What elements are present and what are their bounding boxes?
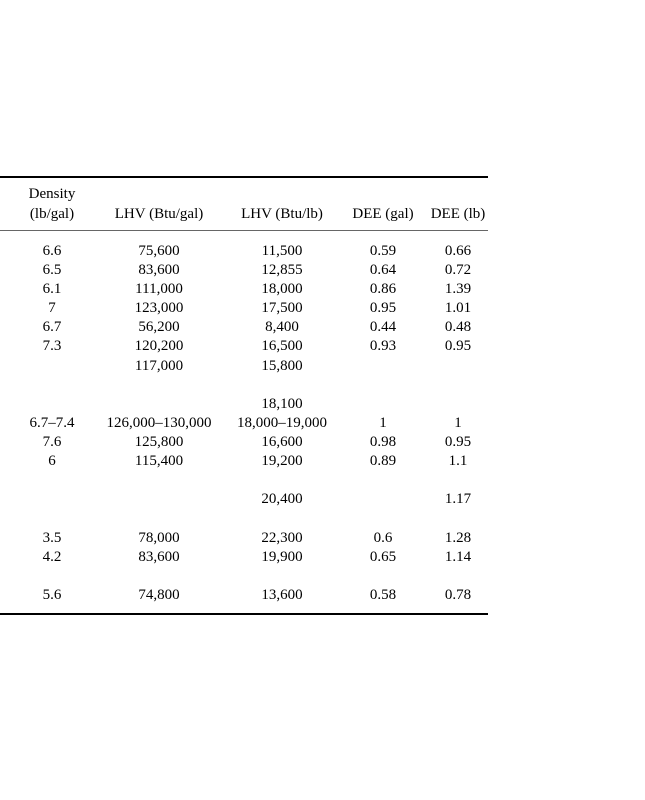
cell-dee-lb: 1.39	[444, 281, 472, 297]
cell-density: 6.7–7.4	[29, 415, 75, 431]
cell-density: 5.6	[42, 587, 62, 603]
cell-dee-lb: 0.48	[444, 319, 472, 335]
cell-lhv-lb: 12,855	[261, 262, 303, 278]
cell-lhv-lb: 11,500	[261, 243, 303, 259]
cell-dee-lb: 0.78	[444, 587, 472, 603]
cell-lhv-gal: 83,600	[138, 549, 180, 565]
cell-lhv-lb: 16,500	[261, 338, 303, 354]
cell-dee-gal: 0.89	[369, 453, 397, 469]
cell-density: 6.1	[42, 281, 62, 297]
cell-lhv-lb: 17,500	[261, 300, 303, 316]
cell-lhv-lb: 22,300	[261, 530, 303, 546]
cell-density: 7.3	[42, 338, 62, 354]
cell-dee-lb: 1.17	[444, 491, 472, 507]
cell-density: 6	[48, 453, 56, 469]
cell-dee-gal: 1	[379, 415, 387, 431]
cell-lhv-lb: 18,000	[261, 281, 303, 297]
cell-density: 6.7	[42, 319, 62, 335]
cell-dee-gal: 0.44	[369, 319, 397, 335]
cell-lhv-gal: 78,000	[138, 530, 180, 546]
cell-dee-lb: 1.14	[444, 549, 472, 565]
cell-density: 7.6	[42, 434, 62, 450]
header-lhv-gal: LHV (Btu/gal)	[114, 206, 204, 222]
header-density-line2: (lb/gal)	[29, 206, 75, 222]
cell-lhv-lb: 15,800	[261, 358, 303, 374]
cell-dee-lb: 0.95	[444, 434, 472, 450]
cell-lhv-lb: 19,200	[261, 453, 303, 469]
cell-dee-lb: 1.1	[448, 453, 468, 469]
cell-lhv-lb: 13,600	[261, 587, 303, 603]
cell-lhv-lb: 19,900	[261, 549, 303, 565]
cell-lhv-gal: 83,600	[138, 262, 180, 278]
cell-density: 4.2	[42, 549, 62, 565]
table-bottom-rule	[0, 613, 488, 615]
cell-lhv-gal: 126,000–130,000	[106, 415, 212, 431]
cell-lhv-gal: 75,600	[138, 243, 180, 259]
header-dee-lb: DEE (lb)	[430, 206, 486, 222]
cell-lhv-gal: 120,200	[134, 338, 184, 354]
cell-density: 7	[48, 300, 56, 316]
cell-lhv-gal: 115,400	[134, 453, 184, 469]
header-lhv-lb: LHV (Btu/lb)	[241, 206, 323, 222]
cell-lhv-gal: 125,800	[134, 434, 184, 450]
cell-dee-lb: 0.95	[444, 338, 472, 354]
cell-lhv-lb: 16,600	[261, 434, 303, 450]
cell-density: 6.5	[42, 262, 62, 278]
cell-dee-gal: 0.86	[369, 281, 397, 297]
cell-lhv-lb: 8,400	[265, 319, 299, 335]
cell-dee-gal: 0.59	[369, 243, 397, 259]
cell-lhv-gal: 117,000	[134, 358, 184, 374]
cell-lhv-lb: 18,000–19,000	[237, 415, 327, 431]
cell-dee-lb: 0.66	[444, 243, 472, 259]
cell-lhv-gal: 74,800	[138, 587, 180, 603]
cell-dee-lb: 0.72	[444, 262, 472, 278]
table-header-rule	[0, 230, 488, 231]
cell-dee-gal: 0.64	[369, 262, 397, 278]
header-density-line1: Density	[28, 186, 76, 202]
cell-dee-lb: 1.28	[444, 530, 472, 546]
cell-density: 3.5	[42, 530, 62, 546]
cell-lhv-gal: 111,000	[135, 281, 183, 297]
cell-lhv-gal: 56,200	[138, 319, 180, 335]
cell-dee-gal: 0.98	[369, 434, 397, 450]
cell-dee-gal: 0.6	[373, 530, 393, 546]
cell-dee-lb: 1	[454, 415, 462, 431]
table-top-rule	[0, 176, 488, 178]
cell-dee-gal: 0.65	[369, 549, 397, 565]
cell-dee-lb: 1.01	[444, 300, 472, 316]
header-dee-gal: DEE (gal)	[352, 206, 414, 222]
cell-dee-gal: 0.95	[369, 300, 397, 316]
cell-dee-gal: 0.93	[369, 338, 397, 354]
cell-density: 6.6	[42, 243, 62, 259]
cell-dee-gal: 0.58	[369, 587, 397, 603]
cell-lhv-lb: 18,100	[261, 396, 303, 412]
cell-lhv-lb: 20,400	[261, 491, 303, 507]
header-density	[29, 184, 76, 224]
cell-lhv-gal: 123,000	[134, 300, 184, 316]
